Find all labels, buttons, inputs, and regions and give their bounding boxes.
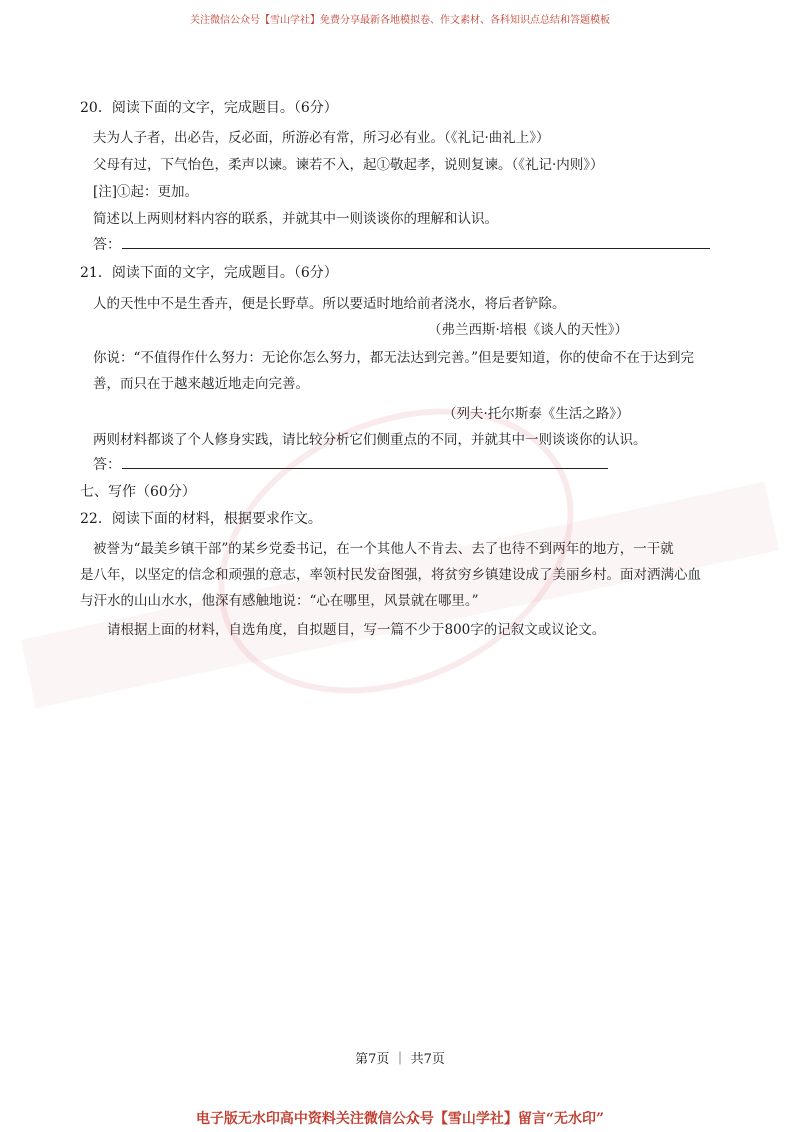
footer-note: 电子版无水印高中资料关注微信公众号【雪山学社】留言“无水印” — [195, 1111, 605, 1127]
q21-line2a: 你说：“不值得作什么努力：无论你怎么努力，都无法达到完善。”但是要知道，你的使命不在于达到完 — [93, 350, 695, 366]
q20-task: 简述以上两则材料内容的联系，并就其中一则谈谈你的理解和认识。 — [93, 211, 498, 227]
q21-source2: （列夫·托尔斯泰《生活之路》） — [443, 406, 630, 422]
q20-note: [注]①起：更加。 — [93, 184, 199, 200]
q22-para-b: 是八年，以坚定的信念和顽强的意志，率领村民发奋图强，将贫穷乡镇建设成了美丽乡村。面对洒满心血 — [80, 567, 701, 583]
q22-requirement: 请根据上面的材料，自选角度，自拟题目，写一篇不少于800字的记叙文或议论文。 — [107, 622, 606, 638]
q21-line2b: 善，而只在于越来越近地走向完善。 — [93, 376, 309, 392]
q22-title: 22．阅读下面的材料，根据要求作文。 — [80, 511, 322, 527]
q21-answer-line[interactable] — [122, 468, 608, 469]
q22-para-c: 与汗水的山山水水，他深有感触地说：“心在哪里，风景就在哪里。” — [80, 593, 479, 609]
page-number: 第7页 ｜ 共7页 — [355, 1052, 445, 1067]
q20-line1: 夫为人子者，出必告，反必面，所游必有常，所习必有业。（《礼记·曲礼上》） — [93, 130, 550, 146]
section7-title: 七、写作（60分） — [80, 484, 196, 500]
q21-source1: （弗兰西斯·培根《谈人的天性》） — [428, 322, 629, 338]
q21-task: 两则材料都谈了个人修身实践，请比较分析它们侧重点的不同，并就其中一则谈谈你的认识。 — [93, 432, 647, 448]
q21-answer-label: 答： — [93, 457, 121, 473]
q20-answer-label: 答： — [93, 237, 121, 253]
q20-answer-line[interactable] — [122, 248, 710, 249]
top-banner: 关注微信公众号【雪山学社】免费分享最新各地模拟卷、作文素材、各科知识点总结和答题模板 — [190, 15, 610, 26]
q21-line1: 人的天性中不是生香卉，便是长野草。所以要适时地给前者浇水，将后者铲除。 — [93, 296, 566, 312]
q21-title: 21．阅读下面的文字，完成题目。（6分） — [80, 265, 338, 281]
q20-line2: 父母有过，下气怡色，柔声以谏。谏若不入，起①敬起孝，说则复谏。（《礼记·内则》） — [93, 157, 604, 173]
q20-title: 20．阅读下面的文字，完成题目。（6分） — [80, 100, 338, 116]
q22-para-a: 被誉为“最美乡镇干部”的某乡党委书记，在一个其他人不肯去、去了也待不到两年的地方，一干就 — [93, 541, 674, 557]
